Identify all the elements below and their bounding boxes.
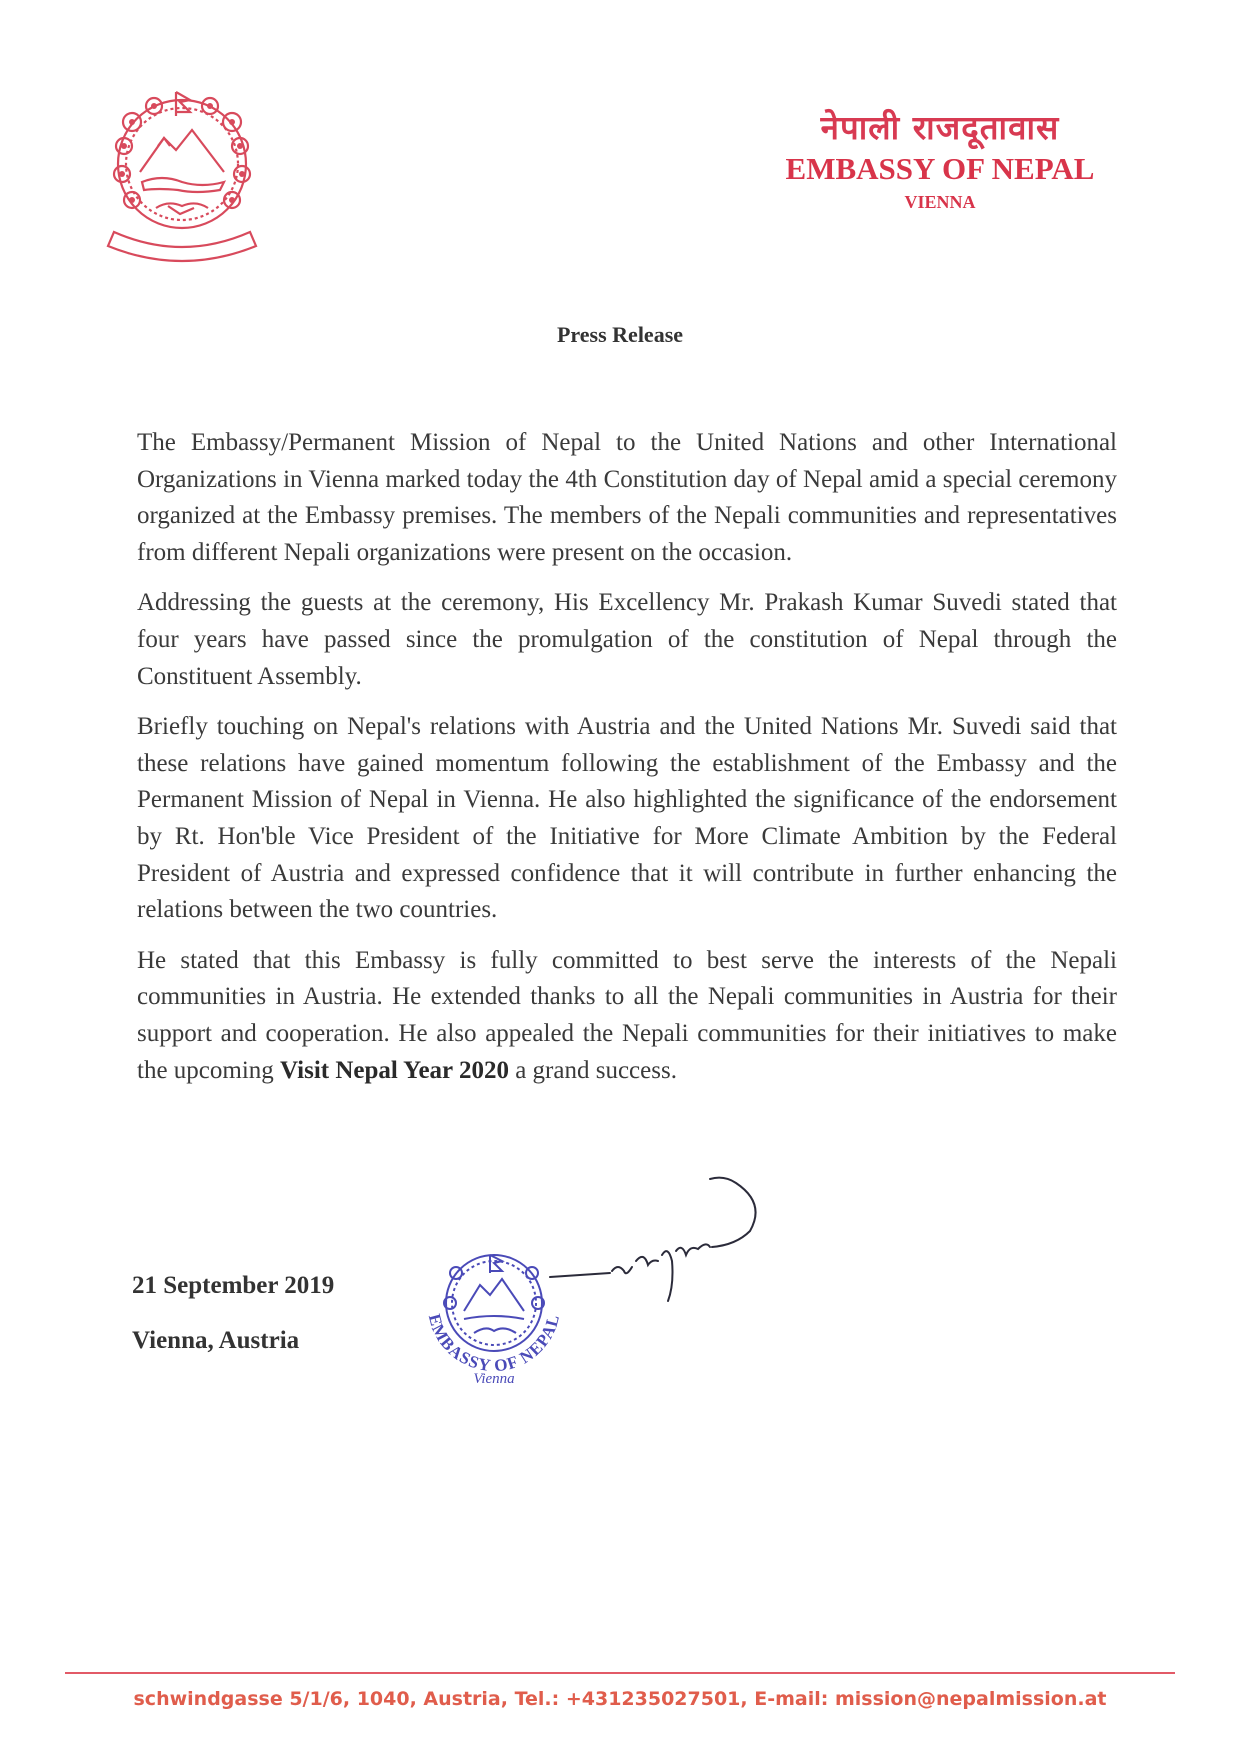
- signature: [540, 1175, 780, 1325]
- document-date: 21 September 2019: [132, 1272, 335, 1299]
- document-place: Vienna, Austria: [132, 1327, 300, 1354]
- closing-text: He stated that this Embassy is fully committed to best serve the interests of the Nepali communities in Austria. He extended thanks to all the Nepali communities in Austria for their support and cooperation. He also appealed the Nepali communities for their initiatives to make the upcoming: [137, 946, 1117, 1084]
- paragraph-closing: [137, 943, 1117, 1089]
- letterhead-native-name: नेपाली राजदूतावास: [820, 108, 1060, 147]
- closing-text-end: a grand success.: [508, 1056, 677, 1084]
- letterhead: [700, 108, 1180, 214]
- stamp-city: Vienna: [473, 1371, 515, 1387]
- footer-divider: [65, 1672, 1175, 1674]
- closing-highlight: Visit Nepal Year 2020: [280, 1056, 509, 1084]
- letterhead-city: VIENNA: [904, 192, 976, 212]
- footer-address: schwindgasse 5/1/6, 1040, Austria, Tel.: +431235027501, E-mail: mission@nepalmission.at: [133, 1688, 1107, 1710]
- stamp-text: EMBASSY OF NEPAL: [424, 1311, 564, 1376]
- paragraph: Addressing the guests at the ceremony, His Excellency Mr. Prakash Kumar Suvedi stated that four years have passed since the promulgation of the constitution of Nepal through the Constituent Assembly.: [137, 589, 1117, 690]
- document-title: Press Release: [556, 322, 684, 347]
- nepal-emblem: [92, 86, 272, 268]
- paragraph: Briefly touching on Nepal's relations with Austria and the United Nations Mr. Suvedi said that these relations have gained momentum following the establishment of the Embassy and the Permanent Mission of Nepal in Vienna. He also highlighted the significance of the endorsement by Rt. Hon'ble Vice President of the Initiative for More Climate Ambition by the Federal President of Austria and expressed confidence that it will contribute in further enhancing the relations between the two countries.: [137, 713, 1117, 924]
- letterhead-title: EMBASSY OF NEPAL: [785, 151, 1095, 186]
- document-body: [137, 425, 1117, 1103]
- paragraph: The Embassy/Permanent Mission of Nepal to the United Nations and other International Organizations in Vienna marked today the 4th Constitution day of Nepal amid a special ceremony organized at the Embassy premises. The members of the Nepali communities and representatives from different Nepali organizations were present on the occasion.: [137, 429, 1117, 566]
